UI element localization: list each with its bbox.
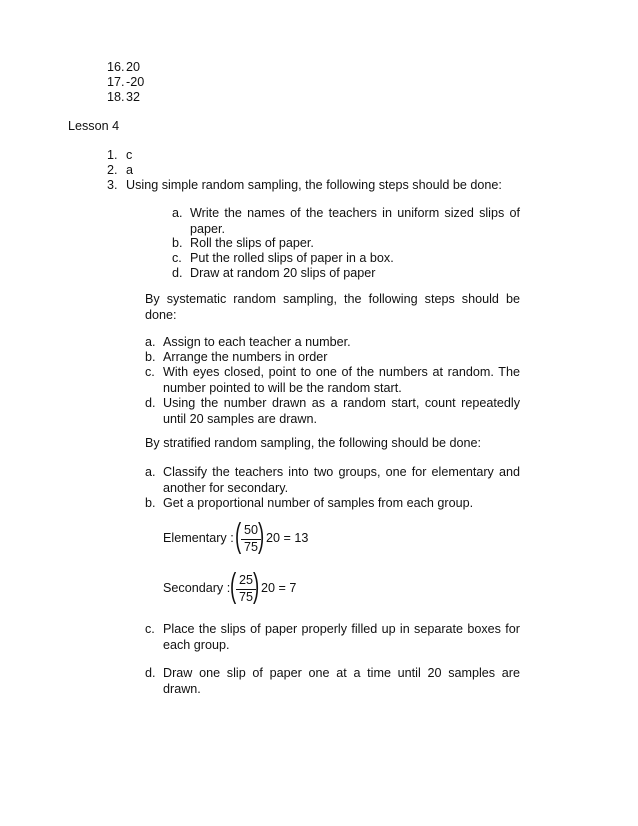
step-letter: d. [172, 266, 183, 280]
list-number: 16. [107, 60, 125, 74]
list-item: 32 [126, 90, 141, 104]
fraction-denominator: 75 [238, 590, 253, 604]
step-text: With eyes closed, point to one of the numbers at random. The number pointed to will be the random start. [163, 365, 520, 395]
step-letter: a. [145, 465, 156, 479]
step-text: Classify the teachers into two groups, one for elementary and another for secondary. [163, 465, 520, 495]
step-text: Arrange the numbers in order [163, 350, 328, 364]
step-letter: c. [145, 365, 155, 379]
list-item: 20 [126, 60, 141, 74]
step-letter: b. [145, 496, 156, 510]
list-number: 18. [107, 90, 125, 104]
systematic-intro: By systematic random sampling, the following steps should be done: [145, 292, 520, 322]
step-text: Roll the slips of paper. [190, 236, 314, 250]
fraction-numerator: 25 [238, 573, 253, 587]
formula-result: 20 = 13 [266, 531, 309, 545]
formula-label: Elementary : [163, 531, 234, 545]
list-item: -20 [126, 75, 145, 89]
step-letter: a. [145, 335, 156, 349]
step-letter: b. [145, 350, 156, 364]
right-paren: ) [253, 567, 260, 605]
right-paren: ) [258, 517, 265, 555]
step-text: Using the number drawn as a random start, count repeatedly until 20 samples are drawn. [163, 396, 520, 426]
step-letter: d. [145, 666, 156, 680]
list-number: 2. [107, 163, 118, 177]
left-paren: ( [230, 567, 237, 605]
formula-result: 20 = 7 [261, 581, 297, 595]
step-letter: c. [172, 251, 182, 265]
step-letter: c. [145, 622, 155, 636]
step-text: Draw one slip of paper one at a time until 20 samples are drawn. [163, 666, 520, 696]
list-item: Using simple random sampling, the following steps should be done: [126, 178, 502, 192]
step-text: Put the rolled slips of paper in a box. [190, 251, 394, 265]
step-text: Get a proportional number of samples from each group. [163, 496, 474, 510]
stratified-intro: By stratified random sampling, the following should be done: [145, 436, 482, 450]
left-paren: ( [235, 517, 242, 555]
fraction-numerator: 50 [243, 523, 258, 537]
list-number: 1. [107, 148, 118, 162]
formula-label: Secondary : [163, 581, 231, 595]
lesson-heading: Lesson 4 [68, 119, 120, 133]
step-text: Place the slips of paper properly filled up in separate boxes for each group. [163, 622, 520, 652]
fraction-denominator: 75 [243, 540, 258, 554]
step-text: Write the names of the teachers in uniform sized slips of paper. [190, 206, 520, 236]
step-text: Assign to each teacher a number. [163, 335, 351, 349]
list-number: 3. [107, 178, 118, 192]
list-item: a [126, 163, 134, 177]
step-letter: b. [172, 236, 183, 250]
step-letter: a. [172, 206, 183, 220]
list-item: c [126, 148, 133, 162]
list-number: 17. [107, 75, 125, 89]
step-letter: d. [145, 396, 156, 410]
step-text: Draw at random 20 slips of paper [190, 266, 376, 280]
